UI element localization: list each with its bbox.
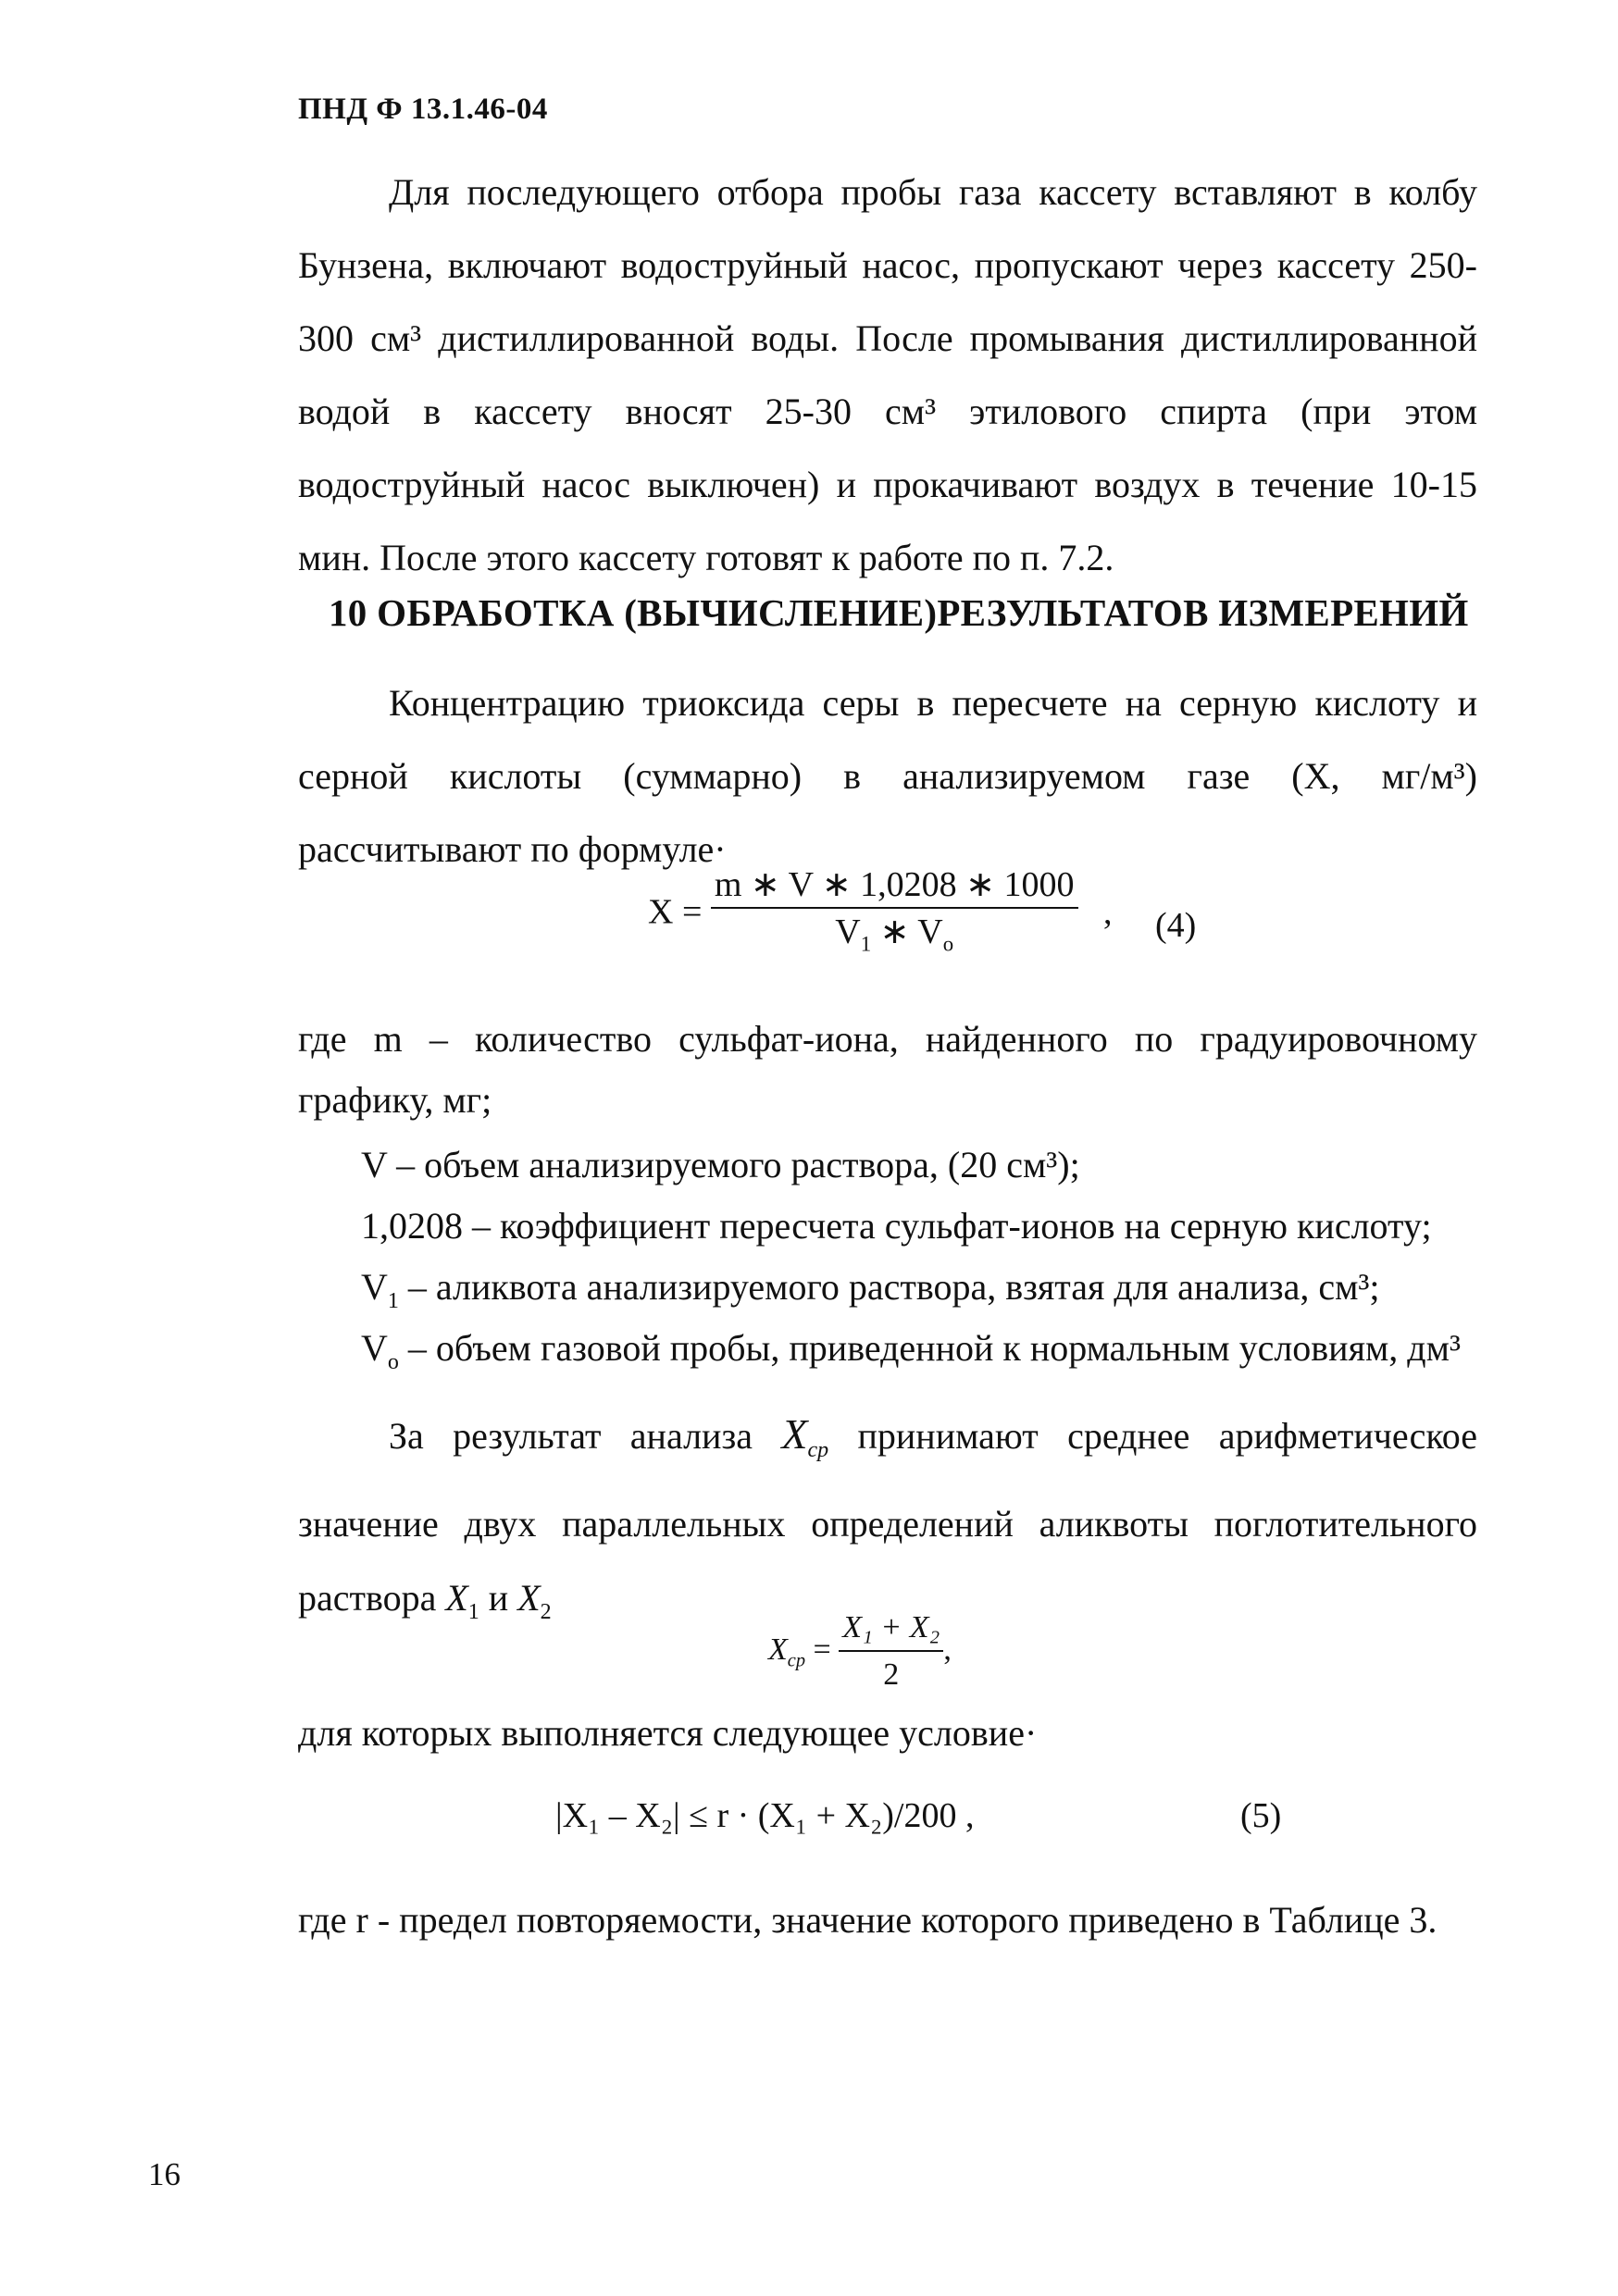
formula-5-number: (5) [1240, 1796, 1282, 1835]
definition-v1: $V_1$ – аликвота анализируемого раствора, взятая для анализа, см³; [361, 1266, 1380, 1313]
formula-mean: $X_{ср}$ = $\frac{\text{X₁ + X₂}}{2}$ , [768, 1606, 952, 1698]
formula-4-denominator: $V_1$ ∗ $V_o$ [835, 912, 954, 956]
formula-4-number: (4) [1155, 906, 1197, 945]
section-heading: 10 ОБРАБОТКА (ВЫЧИСЛЕНИЕ)РЕЗУЛЬТАТОВ ИЗМЕРЕНИЙ [329, 591, 1469, 634]
formula-4-fraction [711, 863, 1078, 968]
formula-4-comma: , [1103, 892, 1113, 932]
formula-mean-denominator: 2 [883, 1657, 900, 1692]
formula-5: |X₁ – X₂| ≤ r · (X₁ + X₂)/200 , [555, 1796, 975, 1835]
formula-mean-numerator: X₁ + X₂ [839, 1606, 943, 1652]
definition-vo: $V_o$ – объем газовой пробы, приведенной к нормальным условиям, дм³ [361, 1327, 1461, 1374]
intro-paragraph: Для последующего отбора пробы газа кассету вставляют в колбу Бунзена, включают водоструйный насос, пропускают через кассету 250-300 см³ дистиллированной воды. После промывания дистиллированной водой в кассету вносят 25-30 см³ этилового спирта (при этом водоструйный насос выключен) и прокачивают воздух в течение 10-15 мин. После этого кассету готовят к работе по п. 7.2. [298, 171, 1477, 578]
formula-4-lhs: X = [648, 892, 703, 932]
result-paragraph: За результат анализа $X_{ср}$ принимают среднее арифметическое значение двух параллельных определений аликвоты поглотительного раствора $X_1$ и $X_2$ [298, 1410, 1477, 1624]
concentration-paragraph: Концентрацию триоксида серы в пересчете на серную кислоту и серной кислоты (суммарно) в анализируемом газе (X, мг/м³) рассчитывают по формуле· [298, 682, 1477, 870]
formula-4 [648, 863, 1113, 968]
definition-coefficient: 1,0208 – коэффициент пересчета сульфат-ионов на серную кислоту; [361, 1205, 1432, 1247]
formula-4-numerator: m ∗ V ∗ 1,0208 ∗ 1000 [711, 863, 1078, 909]
condition-text: для которых выполняется следующее условие· [298, 1712, 1038, 1754]
definition-v-line: V – объем анализируемого раствора, (20 см³); [361, 1144, 1080, 1185]
definition-m: где m – количество сульфат-иона, найденного по градуировочному графику, мг; [298, 1018, 1477, 1121]
document-code: ПНД Ф 13.1.46-04 [298, 93, 548, 126]
page-number: 16 [148, 2156, 180, 2192]
closing-text: где r - предел повторяемости, значение которого приведено в Таблице 3. [298, 1899, 1438, 1941]
formula-mean-fraction [839, 1606, 943, 1698]
